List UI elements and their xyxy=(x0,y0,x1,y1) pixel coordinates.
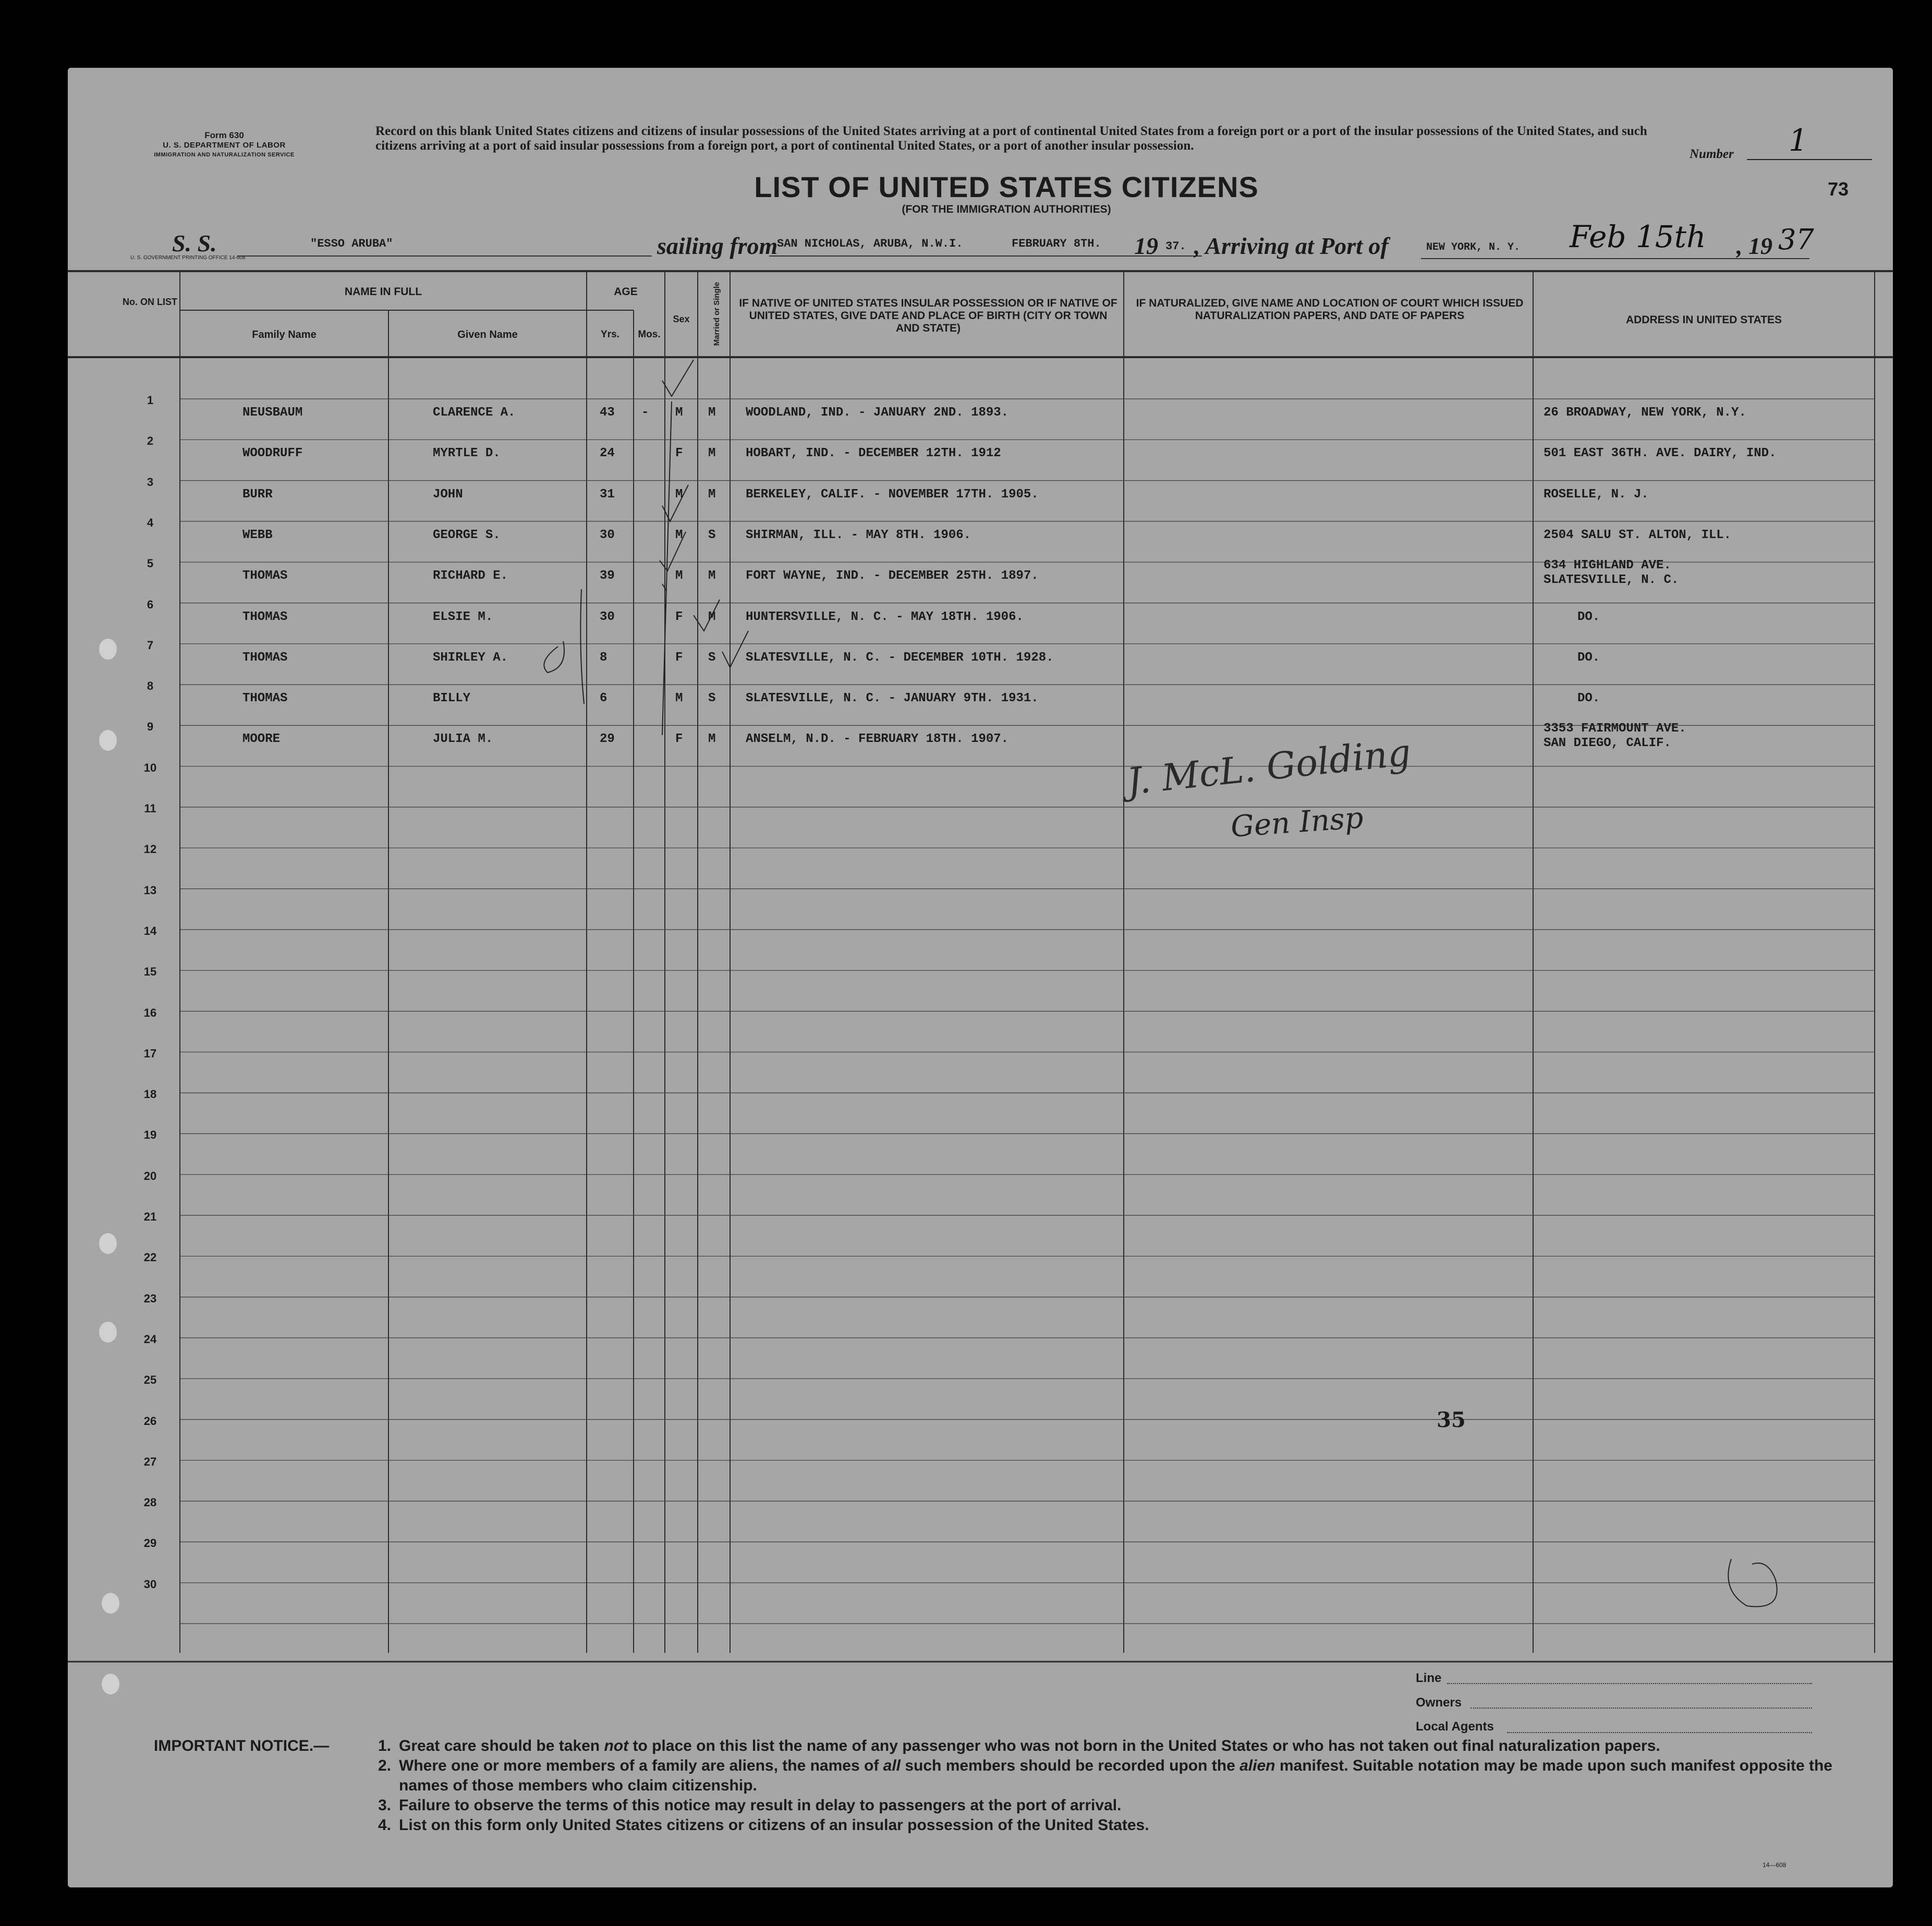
birth-details-cell: BERKELEY, CALIF. - NOVEMBER 17TH. 1905. xyxy=(746,487,1039,502)
birth-details-cell: SLATESVILLE, N. C. - DECEMBER 10TH. 1928. xyxy=(746,650,1054,665)
sex-cell: F xyxy=(675,610,683,624)
row-number: 28 xyxy=(143,1496,157,1509)
given-name-cell: JULIA M. xyxy=(433,732,493,747)
marital-status-cell: S xyxy=(708,650,716,665)
marital-status-cell: M xyxy=(708,732,716,747)
row-number: 24 xyxy=(143,1332,157,1346)
departure-year-prefix: 19 xyxy=(1134,233,1158,259)
row-number: 14 xyxy=(143,924,157,937)
line-field xyxy=(1447,1683,1812,1684)
row-number: 6 xyxy=(147,598,154,611)
address-cell: DO. xyxy=(1577,691,1600,706)
address-cell: 3353 FAIRMOUNT AVE. xyxy=(1544,722,1686,736)
row-number: 29 xyxy=(143,1537,157,1550)
sex-cell: F xyxy=(675,732,683,747)
header-address: ADDRESS IN UNITED STATES xyxy=(1625,314,1782,326)
address-cell: DO. xyxy=(1577,610,1600,624)
row-number: 3 xyxy=(147,475,154,489)
marital-status-cell: S xyxy=(708,691,716,706)
arriving-label: , Arriving at Port of xyxy=(1194,233,1389,259)
age-years-cell: 30 xyxy=(600,610,615,624)
owners-field xyxy=(1471,1708,1812,1709)
header-name-in-full: NAME IN FULL xyxy=(344,286,422,298)
given-name-cell: RICHARD E. xyxy=(433,569,508,583)
row-number: 12 xyxy=(143,843,157,856)
number-label: Number xyxy=(1690,147,1734,161)
row-number: 11 xyxy=(144,802,156,815)
address-cell: ROSELLE, N. J. xyxy=(1544,487,1649,502)
form-number: Form 630 xyxy=(204,130,244,140)
age-years-cell: 6 xyxy=(600,691,607,706)
notice-1-post: to place on this list the name of any passenger who was not born in the United States or who has not taken out final naturalization papers. xyxy=(628,1737,1660,1754)
address-line-2-cell: SAN DIEGO, CALIF. xyxy=(1544,736,1671,751)
row-number: 2 xyxy=(147,434,154,448)
header-family-name: Family Name xyxy=(252,329,317,340)
family-name-cell: WEBB xyxy=(242,528,273,542)
departure-date: FEBRUARY 8TH. xyxy=(1012,237,1101,250)
header-yrs: Yrs. xyxy=(601,329,619,340)
notice-1-pre: Great care should be taken xyxy=(399,1737,604,1754)
marital-status-cell: M xyxy=(708,446,716,461)
row-number: 4 xyxy=(147,516,154,529)
birth-details-cell: SLATESVILLE, N. C. - JANUARY 9TH. 1931. xyxy=(746,691,1039,706)
age-years-cell: 30 xyxy=(600,528,615,542)
department-name: U. S. DEPARTMENT OF LABOR xyxy=(163,141,286,150)
address-line-2-cell: SLATESVILLE, N. C. xyxy=(1544,573,1679,588)
header-naturalization: IF NATURALIZED, GIVE NAME AND LOCATION OF COURT WHICH ISSUED NATURALIZATION PAPERS, AND DATE OF PAPERS xyxy=(1136,297,1524,322)
given-name-cell: BILLY xyxy=(433,691,471,706)
notice-4-text: List on this form only United States citizens or citizens of an insular possession of the United States. xyxy=(399,1817,1149,1834)
important-notice xyxy=(154,1736,1864,1835)
sex-cell: M xyxy=(675,691,683,706)
line-label: Line xyxy=(1416,1671,1442,1685)
family-name-cell: NEUSBAUM xyxy=(242,406,303,420)
sex-cell: F xyxy=(675,446,683,461)
sex-cell: M xyxy=(675,569,683,583)
birth-details-cell: HUNTERSVILLE, N. C. - MAY 18TH. 1906. xyxy=(746,610,1024,624)
birth-details-cell: ANSELM, N.D. - FEBRUARY 18TH. 1907. xyxy=(746,732,1009,747)
age-years-cell: 29 xyxy=(600,732,615,747)
family-name-cell: MOORE xyxy=(242,732,281,747)
family-name-cell: THOMAS xyxy=(242,569,288,583)
local-agents-field xyxy=(1507,1732,1812,1733)
sex-cell: M xyxy=(675,487,683,502)
row-number: 10 xyxy=(143,761,157,774)
page-title: LIST OF UNITED STATES CITIZENS xyxy=(754,170,1259,203)
notice-3-number: 3. xyxy=(378,1797,392,1814)
family-name-cell: THOMAS xyxy=(242,610,288,624)
stamp-number: 35 xyxy=(1437,1408,1466,1432)
punch-hole xyxy=(99,1233,117,1254)
notice-2-emphasis-2: alien xyxy=(1240,1757,1275,1774)
list-number: 1 xyxy=(1789,123,1808,158)
header-birth-details: IF NATIVE OF UNITED STATES INSULAR POSSESSION OR IF NATIVE OF UNITED STATES, GIVE DATE AND PLACE OF BIRTH (CITY OR TOWN AND STATE) xyxy=(739,297,1117,334)
age-years-cell: 24 xyxy=(600,446,615,461)
header-given-name: Given Name xyxy=(457,329,518,340)
ship-name: "ESSO ARUBA" xyxy=(310,237,393,250)
family-name-cell: BURR xyxy=(242,487,273,502)
given-name-cell: JOHN xyxy=(433,487,463,502)
manifest-sheet xyxy=(68,68,1893,1887)
row-number: 8 xyxy=(147,679,154,693)
notice-2-mid: such members should be recorded upon the xyxy=(901,1757,1240,1774)
row-number: 16 xyxy=(143,1006,157,1019)
notice-3-text: Failure to observe the terms of this notice may result in delay to passengers at the port of arrival. xyxy=(399,1797,1122,1814)
form-code: 14—608 xyxy=(1763,1861,1787,1869)
notice-1 xyxy=(154,1736,1864,1756)
row-number: 1 xyxy=(147,394,154,407)
notice-2-number: 2. xyxy=(378,1757,392,1774)
notice-1-number: 1. xyxy=(378,1737,392,1754)
sheet-number: 73 xyxy=(1828,178,1849,200)
row-number: 19 xyxy=(143,1128,157,1142)
punch-hole xyxy=(99,730,117,751)
header-sex: Sex xyxy=(673,314,690,324)
sex-cell: M xyxy=(675,406,683,420)
arrival-date: Feb 15th xyxy=(1570,219,1706,254)
sex-cell: M xyxy=(675,528,683,542)
marital-status-cell: S xyxy=(708,528,716,542)
row-number: 23 xyxy=(143,1291,157,1305)
departure-port: SAN NICHOLAS, ARUBA, N.W.I. xyxy=(777,237,963,250)
notice-heading: IMPORTANT NOTICE.— xyxy=(154,1737,330,1754)
age-years-cell: 8 xyxy=(600,650,607,665)
inspector-signature: J. McL. Golding xyxy=(1125,730,1413,803)
row-number: 27 xyxy=(143,1455,157,1468)
notice-1-text xyxy=(399,1736,1864,1756)
row-number: 30 xyxy=(143,1577,157,1591)
header-mos: Mos. xyxy=(638,329,661,340)
row-number: 20 xyxy=(143,1169,157,1183)
arrival-port: NEW YORK, N. Y. xyxy=(1426,241,1521,253)
marital-status-cell: M xyxy=(708,487,716,502)
family-name-cell: THOMAS xyxy=(242,691,288,706)
notice-4 xyxy=(154,1815,1864,1835)
departure-year: 37. xyxy=(1165,240,1186,253)
birth-details-cell: HOBART, IND. - DECEMBER 12TH. 1912 xyxy=(746,446,1001,461)
punch-hole xyxy=(99,1322,117,1343)
notice-3 xyxy=(154,1796,1864,1815)
intro-instructions: Record on this blank United States citizens and citizens of insular possessions of the United States arriving at a port of continental United States from a foreign port or a port of the insular possessions of the United States, and such citizens arriving at a port of said insular possessions from a foreign port, a port of continental United States, or a port of another insular possession. xyxy=(375,124,1647,153)
header-age: AGE xyxy=(614,286,638,298)
notice-2-emphasis: all xyxy=(883,1757,901,1774)
given-name-cell: GEORGE S. xyxy=(433,528,501,542)
row-number: 22 xyxy=(143,1251,157,1264)
sailing-from-label: sailing from xyxy=(657,233,778,259)
row-number: 9 xyxy=(147,720,154,734)
row-number: 7 xyxy=(147,638,154,652)
notice-2-post: manifest. Suitable notation may be made upon such manifest opposite the names of those members who claim citizenship. xyxy=(399,1757,1832,1794)
given-name-cell: CLARENCE A. xyxy=(433,406,516,420)
punch-hole xyxy=(102,1593,119,1614)
given-name-cell: ELSIE M. xyxy=(433,610,493,624)
birth-details-cell: SHIRMAN, ILL. - MAY 8TH. 1906. xyxy=(746,528,971,542)
header-married-single: Married or Single xyxy=(712,282,721,346)
owners-label: Owners xyxy=(1416,1696,1462,1710)
given-name-cell: SHIRLEY A. xyxy=(433,650,508,665)
row-number: 25 xyxy=(143,1373,157,1387)
notice-2-pre: Where one or more members of a family are aliens, the names of xyxy=(399,1757,883,1774)
page-subtitle: (FOR THE IMMIGRATION AUTHORITIES) xyxy=(902,203,1111,215)
signature-note: Gen Insp xyxy=(1230,801,1365,844)
arrival-year-prefix: , 19 xyxy=(1736,233,1772,259)
notice-4-number: 4. xyxy=(378,1817,392,1834)
row-number: 21 xyxy=(143,1210,157,1223)
notice-2-text xyxy=(399,1756,1864,1796)
marital-status-cell: M xyxy=(708,569,716,583)
birth-details-cell: WOODLAND, IND. - JANUARY 2ND. 1893. xyxy=(746,406,1009,420)
age-months-cell: - xyxy=(641,406,649,420)
address-cell: 501 EAST 36TH. AVE. DAIRY, IND. xyxy=(1544,446,1777,461)
punch-hole xyxy=(102,1674,119,1695)
row-number: 13 xyxy=(143,883,157,897)
local-agents-label: Local Agents xyxy=(1416,1720,1494,1734)
address-cell: 2504 SALU ST. ALTON, ILL. xyxy=(1544,528,1732,542)
punch-hole xyxy=(99,639,117,660)
printer-note: U. S. GOVERNMENT PRINTING OFFICE 14-608 xyxy=(130,255,246,261)
age-years-cell: 43 xyxy=(600,406,615,420)
birth-details-cell: FORT WAYNE, IND. - DECEMBER 25TH. 1897. xyxy=(746,569,1039,583)
notice-2 xyxy=(154,1756,1864,1796)
row-number: 18 xyxy=(143,1088,157,1101)
sex-cell: F xyxy=(675,650,683,665)
address-cell: 634 HIGHLAND AVE. xyxy=(1544,558,1671,573)
marital-status-cell: M xyxy=(708,406,716,420)
age-years-cell: 39 xyxy=(600,569,615,583)
address-cell: DO. xyxy=(1577,650,1600,665)
address-cell: 26 BROADWAY, NEW YORK, N.Y. xyxy=(1544,406,1746,420)
age-years-cell: 31 xyxy=(600,487,615,502)
service-name: IMMIGRATION AND NATURALIZATION SERVICE xyxy=(154,152,295,158)
family-name-cell: THOMAS xyxy=(242,650,288,665)
row-number: 26 xyxy=(143,1414,157,1428)
row-number: 5 xyxy=(147,557,154,570)
ss-label: S. S. xyxy=(172,230,217,257)
arrival-year: 37 xyxy=(1778,223,1814,256)
row-number: 17 xyxy=(143,1046,157,1060)
given-name-cell: MYRTLE D. xyxy=(433,446,501,461)
row-number: 15 xyxy=(143,965,157,979)
marital-status-cell: M xyxy=(708,610,716,624)
family-name-cell: WOODRUFF xyxy=(242,446,303,461)
notice-1-emphasis: not xyxy=(604,1737,629,1754)
header-no-on-list: No. ON LIST xyxy=(123,297,177,307)
